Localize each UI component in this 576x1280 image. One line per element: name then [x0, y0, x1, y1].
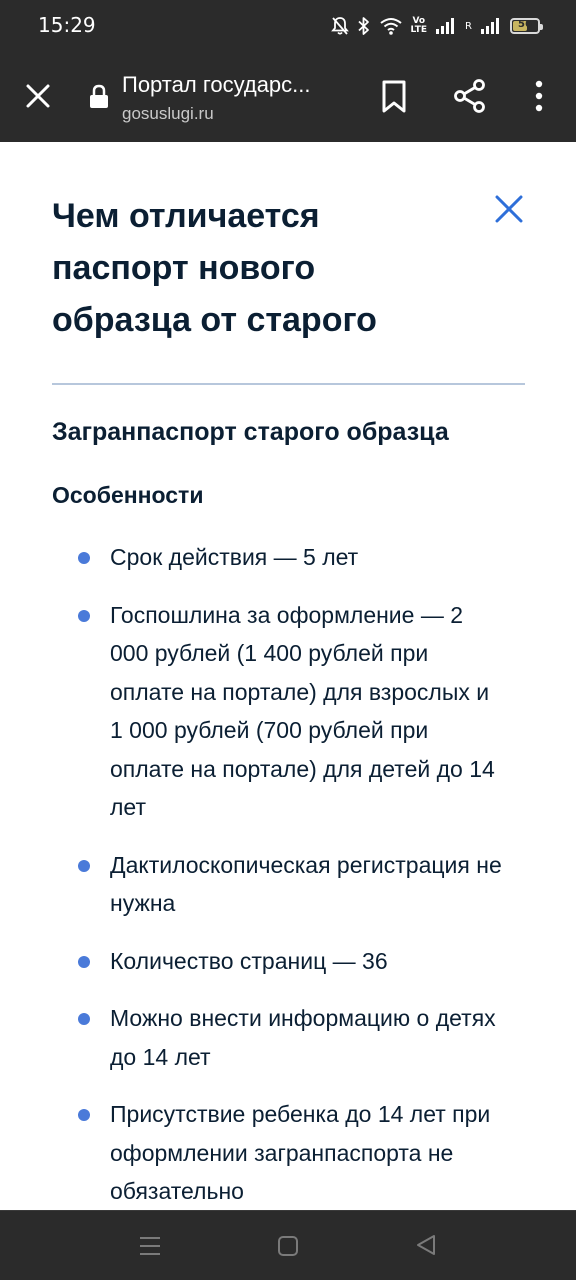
- list-item-text: Можно внести информацию о детях до 14 лет: [110, 1005, 496, 1070]
- recents-icon[interactable]: [138, 1235, 162, 1257]
- battery-cap: [540, 24, 543, 30]
- list-item-text: Дактилоскопическая регистрация не нужна: [110, 851, 502, 916]
- battery-icon: [510, 18, 540, 34]
- features-title: Особенности: [52, 482, 204, 508]
- bookmark-icon[interactable]: [378, 78, 410, 114]
- back-icon[interactable]: [414, 1233, 438, 1257]
- page-url[interactable]: gosuslugi.ru: [122, 104, 214, 123]
- more-vert-icon[interactable]: [526, 78, 552, 114]
- list-item: [52, 999, 502, 1076]
- bullet-icon: [78, 860, 90, 872]
- status-time: 15:29: [38, 13, 96, 37]
- browser-toolbar: [0, 52, 576, 142]
- section-title: Загранпаспорт старого образца: [52, 418, 449, 446]
- bluetooth-icon: [357, 16, 371, 36]
- features-list: [52, 538, 502, 1210]
- list-item: [52, 846, 502, 923]
- list-item: [52, 538, 502, 577]
- list-item: [52, 942, 502, 981]
- mute-notifications-icon: [331, 16, 349, 36]
- bullet-icon: [78, 956, 90, 968]
- list-item-text: Количество страниц — 36: [110, 947, 388, 974]
- divider: [52, 383, 525, 385]
- bullet-icon: [78, 1013, 90, 1025]
- battery-level: 56: [518, 19, 532, 30]
- list-item: [52, 596, 502, 827]
- status-bar: [0, 0, 576, 52]
- volte-label: Vo: [412, 16, 426, 26]
- list-item: [52, 1095, 502, 1210]
- bullet-icon: [78, 610, 90, 622]
- wifi-icon: [379, 16, 403, 36]
- share-icon[interactable]: [452, 78, 488, 114]
- lte-label: LTE: [410, 25, 428, 35]
- volte-indicator: [411, 17, 428, 35]
- page-title[interactable]: Портал государс...: [122, 72, 311, 97]
- roaming-label: R: [465, 20, 472, 32]
- modal-title: Чем отличается паспорт нового образца от старого: [52, 197, 377, 339]
- signal-icon: [435, 17, 457, 35]
- signal-icon-2: [480, 17, 502, 35]
- list-item-text: Срок действия — 5 лет: [110, 544, 359, 570]
- status-icons: [331, 14, 541, 38]
- list-item-text: Присутствие ребенка до 14 лет при оформлении загранпаспорта не обязательно: [110, 1101, 491, 1204]
- close-icon[interactable]: [22, 80, 54, 112]
- bullet-icon: [78, 1109, 90, 1121]
- bullet-icon: [78, 552, 90, 564]
- modal-close-icon[interactable]: [492, 192, 526, 226]
- list-item-text: Госпошлина за оформление — 2 000 рублей (1 400 рублей при оплате на портале) для взрослых и 1 000 рублей (700 рублей при оплате на портале) для детей до 14 лет: [110, 601, 495, 820]
- page-content: [0, 142, 576, 1210]
- lock-icon: [88, 84, 110, 110]
- system-navigation-bar: [0, 1210, 576, 1280]
- home-icon[interactable]: [276, 1235, 300, 1257]
